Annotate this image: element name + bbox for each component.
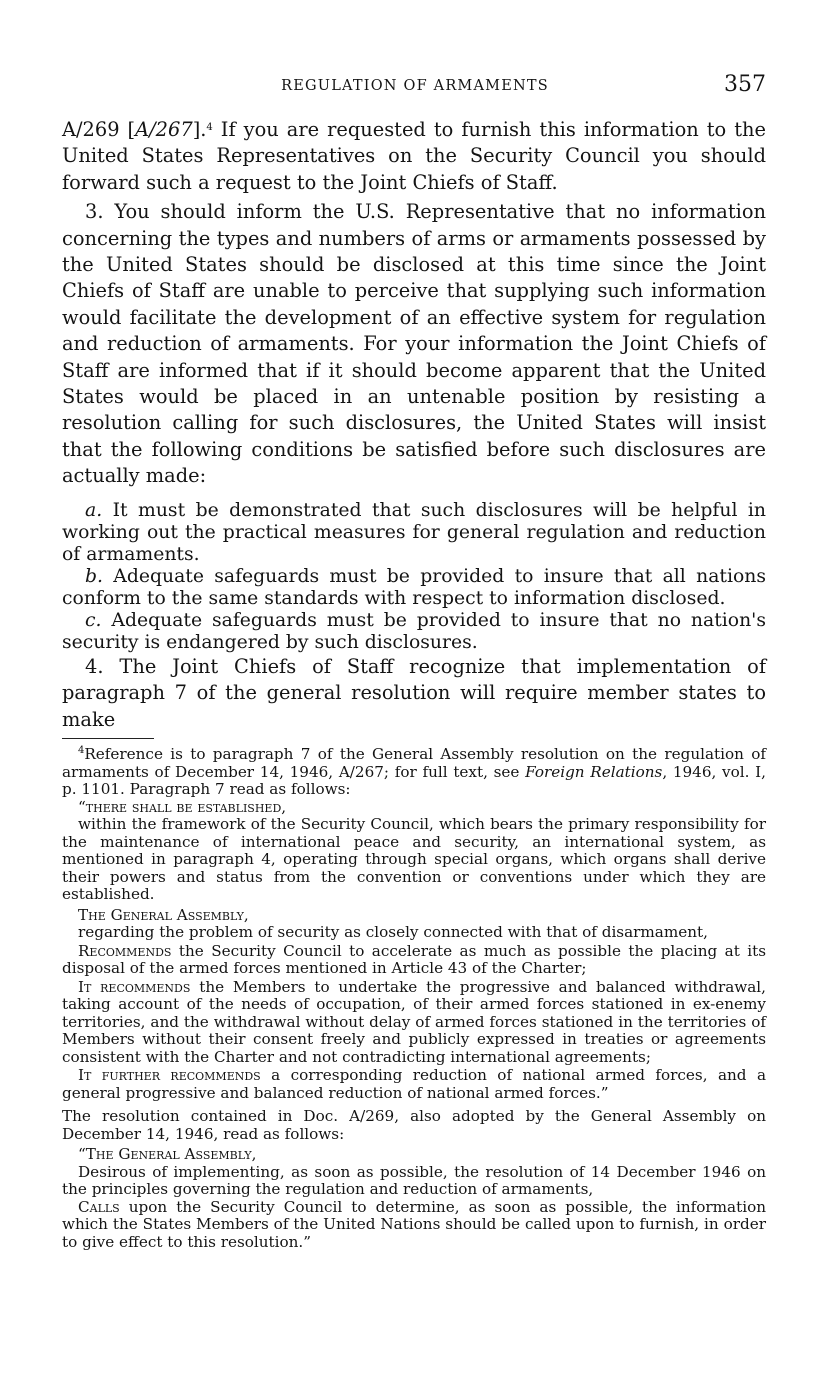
- paragraph-4: 4. The Joint Chiefs of Staff recognize that implementation of paragraph 7 of the general resolution will require member states to make: [62, 654, 766, 731]
- quote-paragraph: [62, 1067, 766, 1102]
- small-caps-lead: It further recommends: [78, 1066, 261, 1084]
- source-title: Foreign Relations: [525, 762, 663, 781]
- quote-paragraph: Desirous of implementing, as soon as possible, the resolution of 14 December 1946 on the principles governing the regulation and reduction of armaments,: [62, 1162, 766, 1198]
- footnote-divider: [62, 738, 154, 739]
- paragraph-continuation: [62, 117, 766, 196]
- doc-ref-italic: A/267: [135, 118, 193, 141]
- small-caps-lead: It recommends: [78, 977, 191, 996]
- quote-lead-line: [62, 907, 766, 925]
- quote-text: a corresponding reduction of national armed forces, and a general progressive and balanced reduction of national armed forces.”: [62, 1066, 767, 1102]
- quote-paragraph: [62, 1199, 766, 1252]
- footnote-text: Reference is to paragraph 7 of the General Assembly resolution on the regulation of armaments of December 14, 1946, A/267; for full text, see: [62, 745, 766, 781]
- condition-letter: c.: [85, 609, 102, 631]
- condition-text: It must be demonstrated that such disclosures will be helpful in working out the practical measures for general regulation and reduction of armaments.: [62, 499, 766, 565]
- quote-text: the Security Council to accelerate as much as possible the placing at its disposal of the armed forces mentioned in Article 43 of the Charter;: [62, 941, 766, 977]
- condition-c: [62, 610, 766, 654]
- quote-paragraph: [62, 979, 766, 1067]
- footnote-intro: [62, 746, 766, 799]
- condition-letter: b.: [85, 565, 103, 587]
- footnote-mark: 4: [206, 122, 213, 133]
- page-header: [62, 72, 768, 102]
- quote-paragraph: regarding the problem of security as closely connected with that of disarmament,: [78, 923, 708, 941]
- condition-letter: a.: [85, 499, 103, 521]
- condition-a: [62, 500, 766, 566]
- quote-lead-line: [62, 1146, 766, 1164]
- small-caps-lead: Recommends: [78, 941, 172, 960]
- conditions-list: [62, 500, 766, 654]
- footnotes: [62, 746, 766, 1251]
- running-head: REGULATION OF ARMAMENTS: [281, 78, 549, 94]
- quote-text: the Members to undertake the progressive and balanced withdrawal, taking account of the needs of occupation, of their armed forces stationed in ex-enemy territories, and the withdrawal without delay of armed forces stationed in the territories of Members without their consent freely and publicly expressed in treaties or agreements consistent with the Charter and not contradicting international agreements;: [62, 977, 766, 1066]
- doc-ref-post: ].: [192, 118, 207, 141]
- small-caps-lead: Calls: [78, 1197, 120, 1216]
- footnote-text: , 1946, vol. I, p. 1101. Paragraph 7 read as follows:: [62, 762, 766, 798]
- condition-text: Adequate safeguards must be provided to insure that no nation's security is endangered by such disclosures.: [62, 609, 766, 653]
- doc-ref-pre: A/269 [: [62, 118, 136, 141]
- quote-lead-line: [62, 799, 766, 817]
- paragraph-text: If you are requested to furnish this information to the United States Representatives on the Security Council you should forward such a request to the Joint Chiefs of Staff.: [62, 118, 766, 194]
- main-text: [62, 117, 766, 733]
- condition-b: [62, 566, 766, 610]
- small-caps-lead: “there shall be established,: [78, 797, 287, 816]
- quote-paragraph: within the framework of the Security Council, which bears the primary responsibility for the maintenance of international peace and security, an international system, as mentioned in paragraph 4, operating through special organs, which organs shall derive their powers and status from the convention or conventions under which they are established.: [62, 815, 766, 903]
- resolution-intro: The resolution contained in Doc. A/269, also adopted by the General Assembly on December 14, 1946, read as follows:: [62, 1107, 766, 1143]
- small-caps-lead: The General Assembly,: [78, 905, 249, 924]
- paragraph-3: 3. You should inform the U.S. Representative that no information concerning the types and numbers of arms or armaments possessed by the United States should be disclosed at this time since the Joint Chiefs of Staff are unable to perceive that supplying such information would facilitate the development of an effective system for regulation and reduction of armaments. For your information the Joint Chiefs of Staff are informed that if it should become apparent that the United States would be placed in an untenable position by resisting a resolution calling for such disclosures, the United States will insist that the following conditions be satisfied before such disclosures are actually made:: [62, 200, 766, 488]
- quote-paragraph: [62, 943, 766, 978]
- condition-text: Adequate safeguards must be provided to insure that all nations conform to the same standards with respect to information disclosed.: [62, 565, 766, 609]
- footnote-number: 4: [78, 745, 85, 756]
- quote-text: upon the Security Council to determine, as soon as possible, the information which the States Members of the United Nations should be called upon to furnish, in order to give effect to this resolution.”: [62, 1197, 766, 1251]
- small-caps-lead: “The General Assembly,: [78, 1145, 257, 1163]
- page-number: 357: [724, 72, 766, 97]
